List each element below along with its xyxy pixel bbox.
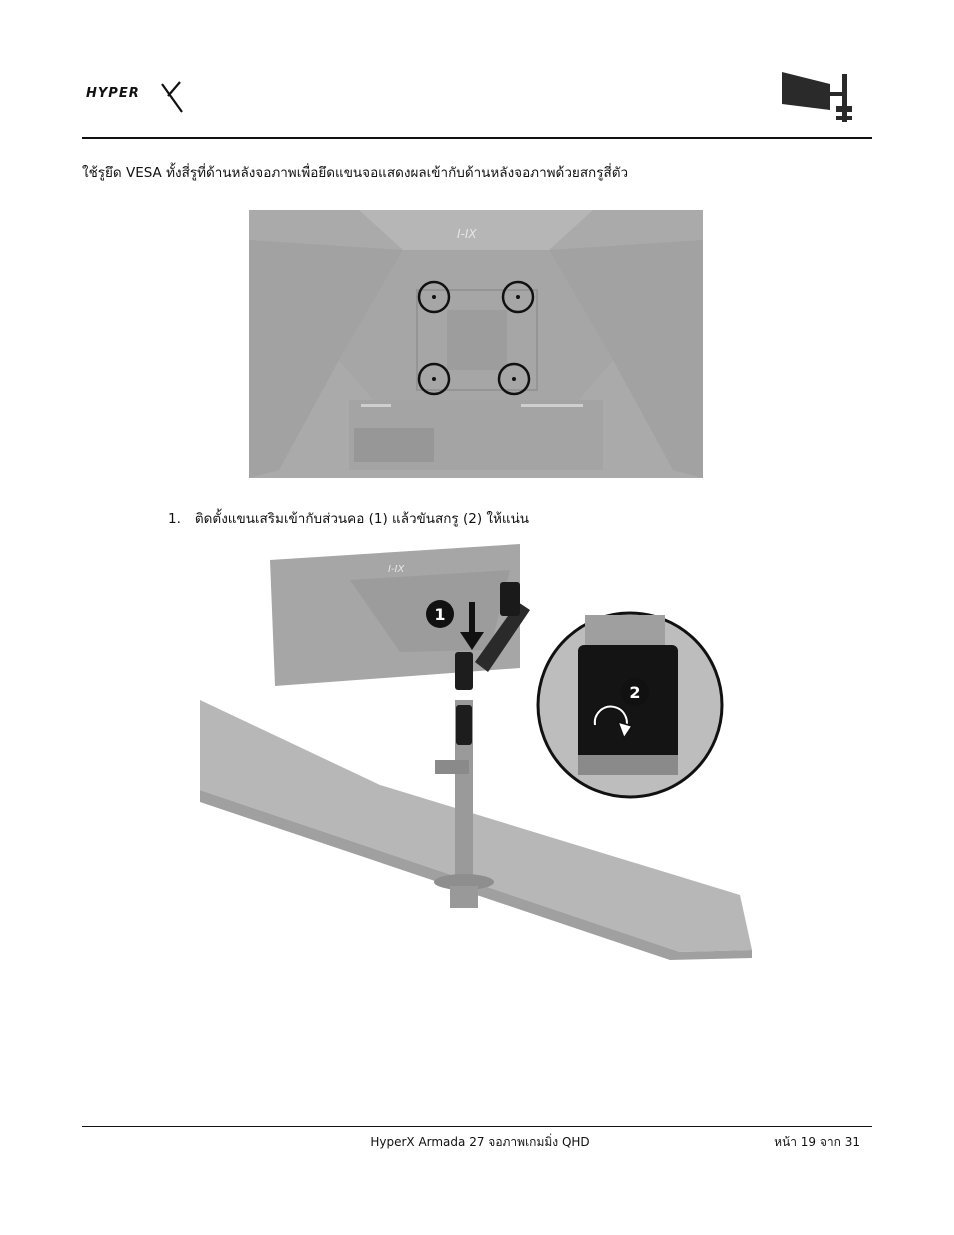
step-text: ติดตั้งแขนเสริมเข้ากับส่วนคอ (1) แล้วขันสกรู (2) ให้แน่น xyxy=(194,511,530,527)
intro-paragraph: ใช้รูยึด VESA ทั้งสี่รูที่ด้านหลังจอภาพเพื่อยึดแขนจอแสดงผลเข้ากับด้านหลังจอภาพด้วยสกรูสี่ตัว xyxy=(82,165,629,181)
svg-text:I-IX: I-IX xyxy=(388,564,405,575)
svg-text:I-IX: I-IX xyxy=(457,227,477,241)
callout-1: 1 xyxy=(434,605,446,624)
page-number: หน้า 19 จาก 31 xyxy=(774,1135,860,1149)
header-divider xyxy=(82,137,872,139)
monitor-back-vesa-figure xyxy=(249,210,703,478)
footer-title: HyperX Armada 27 จอภาพเกมมิ่ง QHD xyxy=(370,1135,590,1149)
step-1 xyxy=(168,509,529,529)
hyperx-logo-icon xyxy=(84,80,184,114)
svg-text:HYPER: HYPER xyxy=(86,86,140,101)
step-number: 1. xyxy=(168,511,181,527)
arm-installation-figure xyxy=(200,540,760,960)
footer-divider xyxy=(82,1126,872,1127)
monitor-arm-icon xyxy=(778,70,854,126)
callout-2: 2 xyxy=(629,683,641,702)
